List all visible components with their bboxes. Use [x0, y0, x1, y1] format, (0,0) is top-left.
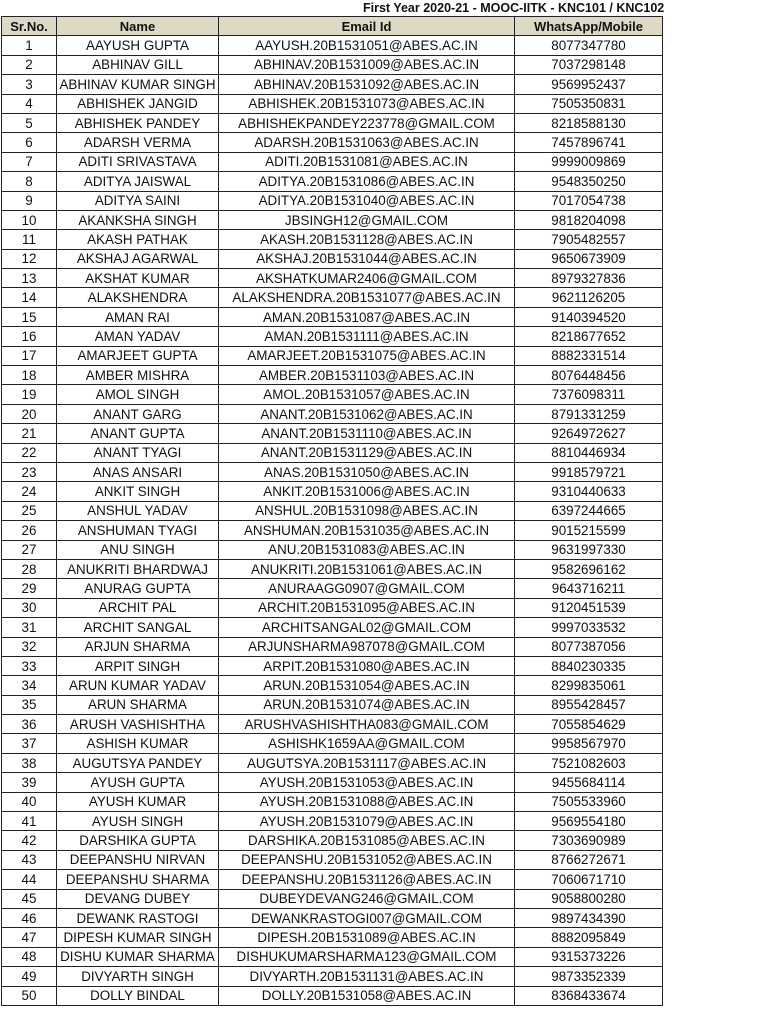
- cell-sr-no: 30: [2, 598, 57, 617]
- cell-mobile: 8299835061: [515, 676, 663, 695]
- cell-sr-no: 29: [2, 579, 57, 598]
- cell-email: ANKIT.20B1531006@ABES.AC.IN: [219, 482, 515, 501]
- cell-email: ABHINAV.20B1531009@ABES.AC.IN: [219, 55, 515, 74]
- cell-mobile: 8077347780: [515, 36, 663, 55]
- cell-name: DEWANK RASTOGI: [57, 908, 219, 927]
- cell-email: ABHISHEKPANDEY223778@GMAIL.COM: [219, 113, 515, 132]
- cell-email: ANANT.20B1531110@ABES.AC.IN: [219, 424, 515, 443]
- cell-name: ANAS ANSARI: [57, 462, 219, 481]
- cell-mobile: 6397244665: [515, 501, 663, 520]
- cell-name: ARUN SHARMA: [57, 695, 219, 714]
- cell-name: ARCHIT SANGAL: [57, 618, 219, 637]
- cell-name: ADITYA SAINI: [57, 191, 219, 210]
- table-row: [2, 986, 663, 1005]
- table-row: [2, 850, 663, 869]
- cell-mobile: 8766272671: [515, 850, 663, 869]
- cell-sr-no: 19: [2, 385, 57, 404]
- cell-name: ARPIT SINGH: [57, 656, 219, 675]
- cell-name: ABHINAV KUMAR SINGH: [57, 75, 219, 94]
- cell-sr-no: 31: [2, 618, 57, 637]
- cell-mobile: 8791331259: [515, 404, 663, 423]
- table-row: [2, 249, 663, 268]
- table-row: [2, 210, 663, 229]
- cell-sr-no: 40: [2, 792, 57, 811]
- column-header-email: Email Id: [219, 17, 515, 36]
- cell-name: ANANT GUPTA: [57, 424, 219, 443]
- cell-name: ANURAG GUPTA: [57, 579, 219, 598]
- cell-sr-no: 33: [2, 656, 57, 675]
- cell-sr-no: 8: [2, 172, 57, 191]
- cell-mobile: 9582696162: [515, 559, 663, 578]
- cell-mobile: 8979327836: [515, 269, 663, 288]
- cell-email: ARUN.20B1531074@ABES.AC.IN: [219, 695, 515, 714]
- table-body: [2, 36, 663, 1006]
- cell-mobile: 7055854629: [515, 715, 663, 734]
- table-row: [2, 715, 663, 734]
- cell-name: ANSHUL YADAV: [57, 501, 219, 520]
- cell-email: ASHISHK1659AA@GMAIL.COM: [219, 734, 515, 753]
- cell-email: AYUSH.20B1531053@ABES.AC.IN: [219, 773, 515, 792]
- table-row: [2, 94, 663, 113]
- table-row: [2, 656, 663, 675]
- cell-name: AAYUSH GUPTA: [57, 36, 219, 55]
- cell-mobile: 8218588130: [515, 113, 663, 132]
- cell-mobile: 8076448456: [515, 366, 663, 385]
- table-row: [2, 191, 663, 210]
- cell-sr-no: 6: [2, 133, 57, 152]
- cell-sr-no: 46: [2, 908, 57, 927]
- table-row: [2, 637, 663, 656]
- cell-mobile: 9918579721: [515, 462, 663, 481]
- cell-email: AMAN.20B1531111@ABES.AC.IN: [219, 327, 515, 346]
- cell-sr-no: 37: [2, 734, 57, 753]
- table-row: [2, 55, 663, 74]
- table-row: [2, 75, 663, 94]
- table-row: [2, 947, 663, 966]
- cell-name: AMAN RAI: [57, 307, 219, 326]
- cell-sr-no: 28: [2, 559, 57, 578]
- cell-mobile: 8810446934: [515, 443, 663, 462]
- cell-sr-no: 11: [2, 230, 57, 249]
- cell-email: DUBEYDEVANG246@GMAIL.COM: [219, 889, 515, 908]
- cell-mobile: 8368433674: [515, 986, 663, 1005]
- cell-mobile: 9569952437: [515, 75, 663, 94]
- cell-sr-no: 22: [2, 443, 57, 462]
- cell-email: DEEPANSHU.20B1531126@ABES.AC.IN: [219, 870, 515, 889]
- table-row: [2, 327, 663, 346]
- table-row: [2, 598, 663, 617]
- cell-email: AUGUTSYA.20B1531117@ABES.AC.IN: [219, 753, 515, 772]
- table-row: [2, 501, 663, 520]
- cell-name: AKASH PATHAK: [57, 230, 219, 249]
- table-row: [2, 695, 663, 714]
- table-row: [2, 288, 663, 307]
- cell-name: AKSHAJ AGARWAL: [57, 249, 219, 268]
- cell-sr-no: 10: [2, 210, 57, 229]
- cell-email: DEWANKRASTOGI007@GMAIL.COM: [219, 908, 515, 927]
- cell-sr-no: 13: [2, 269, 57, 288]
- cell-sr-no: 2: [2, 55, 57, 74]
- cell-email: DISHUKUMARSHARMA123@GMAIL.COM: [219, 947, 515, 966]
- cell-mobile: 7905482557: [515, 230, 663, 249]
- cell-mobile: 7457896741: [515, 133, 663, 152]
- table-row: [2, 889, 663, 908]
- cell-sr-no: 27: [2, 540, 57, 559]
- cell-mobile: 7037298148: [515, 55, 663, 74]
- cell-name: ANUKRITI BHARDWAJ: [57, 559, 219, 578]
- table-row: [2, 113, 663, 132]
- cell-email: ADITYA.20B1531040@ABES.AC.IN: [219, 191, 515, 210]
- cell-mobile: 9315373226: [515, 947, 663, 966]
- cell-sr-no: 15: [2, 307, 57, 326]
- table-header-row: [2, 17, 663, 36]
- cell-sr-no: 25: [2, 501, 57, 520]
- cell-mobile: 7505350831: [515, 94, 663, 113]
- table-row: [2, 753, 663, 772]
- cell-email: ANUKRITI.20B1531061@ABES.AC.IN: [219, 559, 515, 578]
- cell-name: ABHISHEK PANDEY: [57, 113, 219, 132]
- table-row: [2, 967, 663, 986]
- cell-name: AKSHAT KUMAR: [57, 269, 219, 288]
- column-header-sr-no: Sr.No.: [2, 17, 57, 36]
- cell-name: DIPESH KUMAR SINGH: [57, 928, 219, 947]
- table-row: [2, 734, 663, 753]
- cell-sr-no: 1: [2, 36, 57, 55]
- cell-name: ANKIT SINGH: [57, 482, 219, 501]
- cell-mobile: 9455684114: [515, 773, 663, 792]
- cell-mobile: 9650673909: [515, 249, 663, 268]
- cell-email: ADARSH.20B1531063@ABES.AC.IN: [219, 133, 515, 152]
- student-table: [1, 16, 663, 1006]
- table-row: [2, 870, 663, 889]
- cell-mobile: 9569554180: [515, 812, 663, 831]
- cell-mobile: 9140394520: [515, 307, 663, 326]
- table-row: [2, 36, 663, 55]
- cell-name: AYUSH SINGH: [57, 812, 219, 831]
- cell-sr-no: 34: [2, 676, 57, 695]
- cell-email: ANANT.20B1531129@ABES.AC.IN: [219, 443, 515, 462]
- table-row: [2, 579, 663, 598]
- table-row: [2, 366, 663, 385]
- table-row: [2, 385, 663, 404]
- table-row: [2, 230, 663, 249]
- cell-name: ANU SINGH: [57, 540, 219, 559]
- cell-sr-no: 43: [2, 850, 57, 869]
- cell-name: DEVANG DUBEY: [57, 889, 219, 908]
- cell-mobile: 9873352339: [515, 967, 663, 986]
- cell-name: AMAN YADAV: [57, 327, 219, 346]
- cell-mobile: 7505533960: [515, 792, 663, 811]
- cell-email: ALAKSHENDRA.20B1531077@ABES.AC.IN: [219, 288, 515, 307]
- cell-email: AKSHAJ.20B1531044@ABES.AC.IN: [219, 249, 515, 268]
- cell-name: ANSHUMAN TYAGI: [57, 521, 219, 540]
- cell-sr-no: 35: [2, 695, 57, 714]
- cell-sr-no: 5: [2, 113, 57, 132]
- table-row: [2, 812, 663, 831]
- cell-name: AUGUTSYA PANDEY: [57, 753, 219, 772]
- cell-email: DARSHIKA.20B1531085@ABES.AC.IN: [219, 831, 515, 850]
- cell-email: ANANT.20B1531062@ABES.AC.IN: [219, 404, 515, 423]
- cell-email: AMAN.20B1531087@ABES.AC.IN: [219, 307, 515, 326]
- cell-mobile: 9897434390: [515, 908, 663, 927]
- cell-mobile: 7060671710: [515, 870, 663, 889]
- table-row: [2, 559, 663, 578]
- cell-name: ARJUN SHARMA: [57, 637, 219, 656]
- table-row: [2, 773, 663, 792]
- table-row: [2, 831, 663, 850]
- table-row: [2, 443, 663, 462]
- cell-sr-no: 12: [2, 249, 57, 268]
- cell-email: JBSINGH12@GMAIL.COM: [219, 210, 515, 229]
- table-row: [2, 618, 663, 637]
- cell-name: ARUN KUMAR YADAV: [57, 676, 219, 695]
- cell-email: AKSHATKUMAR2406@GMAIL.COM: [219, 269, 515, 288]
- cell-name: ADITI SRIVASTAVA: [57, 152, 219, 171]
- cell-mobile: 9264972627: [515, 424, 663, 443]
- cell-name: ALAKSHENDRA: [57, 288, 219, 307]
- cell-sr-no: 3: [2, 75, 57, 94]
- cell-sr-no: 23: [2, 462, 57, 481]
- cell-sr-no: 36: [2, 715, 57, 734]
- cell-mobile: 8882331514: [515, 346, 663, 365]
- cell-name: ADARSH VERMA: [57, 133, 219, 152]
- table-row: [2, 307, 663, 326]
- table-row: [2, 540, 663, 559]
- cell-mobile: 9120451539: [515, 598, 663, 617]
- cell-name: ARCHIT PAL: [57, 598, 219, 617]
- cell-mobile: 7521082603: [515, 753, 663, 772]
- cell-sr-no: 9: [2, 191, 57, 210]
- cell-name: DEEPANSHU SHARMA: [57, 870, 219, 889]
- cell-email: ANSHUL.20B1531098@ABES.AC.IN: [219, 501, 515, 520]
- cell-email: ANURAAGG0907@GMAIL.COM: [219, 579, 515, 598]
- cell-email: ADITI.20B1531081@ABES.AC.IN: [219, 152, 515, 171]
- cell-mobile: 9999009869: [515, 152, 663, 171]
- table-row: [2, 269, 663, 288]
- cell-sr-no: 4: [2, 94, 57, 113]
- cell-email: ABHINAV.20B1531092@ABES.AC.IN: [219, 75, 515, 94]
- cell-sr-no: 26: [2, 521, 57, 540]
- cell-email: AYUSH.20B1531079@ABES.AC.IN: [219, 812, 515, 831]
- cell-email: DIPESH.20B1531089@ABES.AC.IN: [219, 928, 515, 947]
- cell-email: ANU.20B1531083@ABES.AC.IN: [219, 540, 515, 559]
- cell-email: DEEPANSHU.20B1531052@ABES.AC.IN: [219, 850, 515, 869]
- cell-email: AMARJEET.20B1531075@ABES.AC.IN: [219, 346, 515, 365]
- table-row: [2, 133, 663, 152]
- cell-name: AKANKSHA SINGH: [57, 210, 219, 229]
- cell-email: DOLLY.20B1531058@ABES.AC.IN: [219, 986, 515, 1005]
- table-row: [2, 908, 663, 927]
- table-row: [2, 482, 663, 501]
- cell-sr-no: 21: [2, 424, 57, 443]
- cell-mobile: 9310440633: [515, 482, 663, 501]
- cell-mobile: 9548350250: [515, 172, 663, 191]
- cell-sr-no: 17: [2, 346, 57, 365]
- cell-sr-no: 45: [2, 889, 57, 908]
- cell-name: AMBER MISHRA: [57, 366, 219, 385]
- cell-sr-no: 50: [2, 986, 57, 1005]
- cell-email: ARCHIT.20B1531095@ABES.AC.IN: [219, 598, 515, 617]
- cell-email: ARJUNSHARMA987078@GMAIL.COM: [219, 637, 515, 656]
- table-row: [2, 928, 663, 947]
- cell-email: ARPIT.20B1531080@ABES.AC.IN: [219, 656, 515, 675]
- cell-mobile: 9818204098: [515, 210, 663, 229]
- cell-mobile: 8077387056: [515, 637, 663, 656]
- cell-email: AYUSH.20B1531088@ABES.AC.IN: [219, 792, 515, 811]
- cell-sr-no: 39: [2, 773, 57, 792]
- cell-mobile: 8218677652: [515, 327, 663, 346]
- cell-email: ARUN.20B1531054@ABES.AC.IN: [219, 676, 515, 695]
- cell-mobile: 8840230335: [515, 656, 663, 675]
- cell-sr-no: 42: [2, 831, 57, 850]
- cell-email: ARUSHVASHISHTHA083@GMAIL.COM: [219, 715, 515, 734]
- cell-name: DOLLY BINDAL: [57, 986, 219, 1005]
- table-row: [2, 521, 663, 540]
- cell-sr-no: 48: [2, 947, 57, 966]
- cell-mobile: 8955428457: [515, 695, 663, 714]
- cell-mobile: 9997033532: [515, 618, 663, 637]
- table-row: [2, 404, 663, 423]
- cell-sr-no: 7: [2, 152, 57, 171]
- cell-sr-no: 32: [2, 637, 57, 656]
- cell-email: ADITYA.20B1531086@ABES.AC.IN: [219, 172, 515, 191]
- cell-sr-no: 44: [2, 870, 57, 889]
- cell-name: ASHISH KUMAR: [57, 734, 219, 753]
- cell-name: AMARJEET GUPTA: [57, 346, 219, 365]
- cell-email: DIVYARTH.20B1531131@ABES.AC.IN: [219, 967, 515, 986]
- cell-mobile: 7376098311: [515, 385, 663, 404]
- cell-mobile: 7017054738: [515, 191, 663, 210]
- cell-email: ANSHUMAN.20B1531035@ABES.AC.IN: [219, 521, 515, 540]
- cell-email: AMOL.20B1531057@ABES.AC.IN: [219, 385, 515, 404]
- cell-mobile: 9631997330: [515, 540, 663, 559]
- cell-sr-no: 24: [2, 482, 57, 501]
- cell-mobile: 9058800280: [515, 889, 663, 908]
- cell-email: ABHISHEK.20B1531073@ABES.AC.IN: [219, 94, 515, 113]
- table-row: [2, 676, 663, 695]
- table-row: [2, 792, 663, 811]
- cell-sr-no: 16: [2, 327, 57, 346]
- table-row: [2, 424, 663, 443]
- cell-sr-no: 41: [2, 812, 57, 831]
- cell-email: AKASH.20B1531128@ABES.AC.IN: [219, 230, 515, 249]
- cell-email: ARCHITSANGAL02@GMAIL.COM: [219, 618, 515, 637]
- cell-name: ABHINAV GILL: [57, 55, 219, 74]
- cell-name: AMOL SINGH: [57, 385, 219, 404]
- cell-name: DIVYARTH SINGH: [57, 967, 219, 986]
- column-header-name: Name: [57, 17, 219, 36]
- cell-sr-no: 18: [2, 366, 57, 385]
- cell-mobile: 9015215599: [515, 521, 663, 540]
- cell-email: ANAS.20B1531050@ABES.AC.IN: [219, 462, 515, 481]
- cell-name: ABHISHEK JANGID: [57, 94, 219, 113]
- cell-name: AYUSH KUMAR: [57, 792, 219, 811]
- document-title: First Year 2020-21 - MOOC-IITK - KNC101 / KNC102: [363, 1, 665, 15]
- cell-name: ANANT TYAGI: [57, 443, 219, 462]
- cell-name: DISHU KUMAR SHARMA: [57, 947, 219, 966]
- cell-name: ADITYA JAISWAL: [57, 172, 219, 191]
- cell-sr-no: 20: [2, 404, 57, 423]
- cell-name: AYUSH GUPTA: [57, 773, 219, 792]
- cell-sr-no: 49: [2, 967, 57, 986]
- cell-mobile: 9643716211: [515, 579, 663, 598]
- table-row: [2, 462, 663, 481]
- cell-email: AMBER.20B1531103@ABES.AC.IN: [219, 366, 515, 385]
- cell-sr-no: 14: [2, 288, 57, 307]
- cell-mobile: 9958567970: [515, 734, 663, 753]
- cell-name: DEEPANSHU NIRVAN: [57, 850, 219, 869]
- table-row: [2, 346, 663, 365]
- column-header-mobile: WhatsApp/Mobile: [515, 17, 663, 36]
- cell-name: DARSHIKA GUPTA: [57, 831, 219, 850]
- table-row: [2, 152, 663, 171]
- cell-sr-no: 38: [2, 753, 57, 772]
- table-row: [2, 172, 663, 191]
- cell-name: ANANT GARG: [57, 404, 219, 423]
- cell-mobile: 7303690989: [515, 831, 663, 850]
- cell-email: AAYUSH.20B1531051@ABES.AC.IN: [219, 36, 515, 55]
- cell-mobile: 8882095849: [515, 928, 663, 947]
- cell-sr-no: 47: [2, 928, 57, 947]
- cell-name: ARUSH VASHISHTHA: [57, 715, 219, 734]
- cell-mobile: 9621126205: [515, 288, 663, 307]
